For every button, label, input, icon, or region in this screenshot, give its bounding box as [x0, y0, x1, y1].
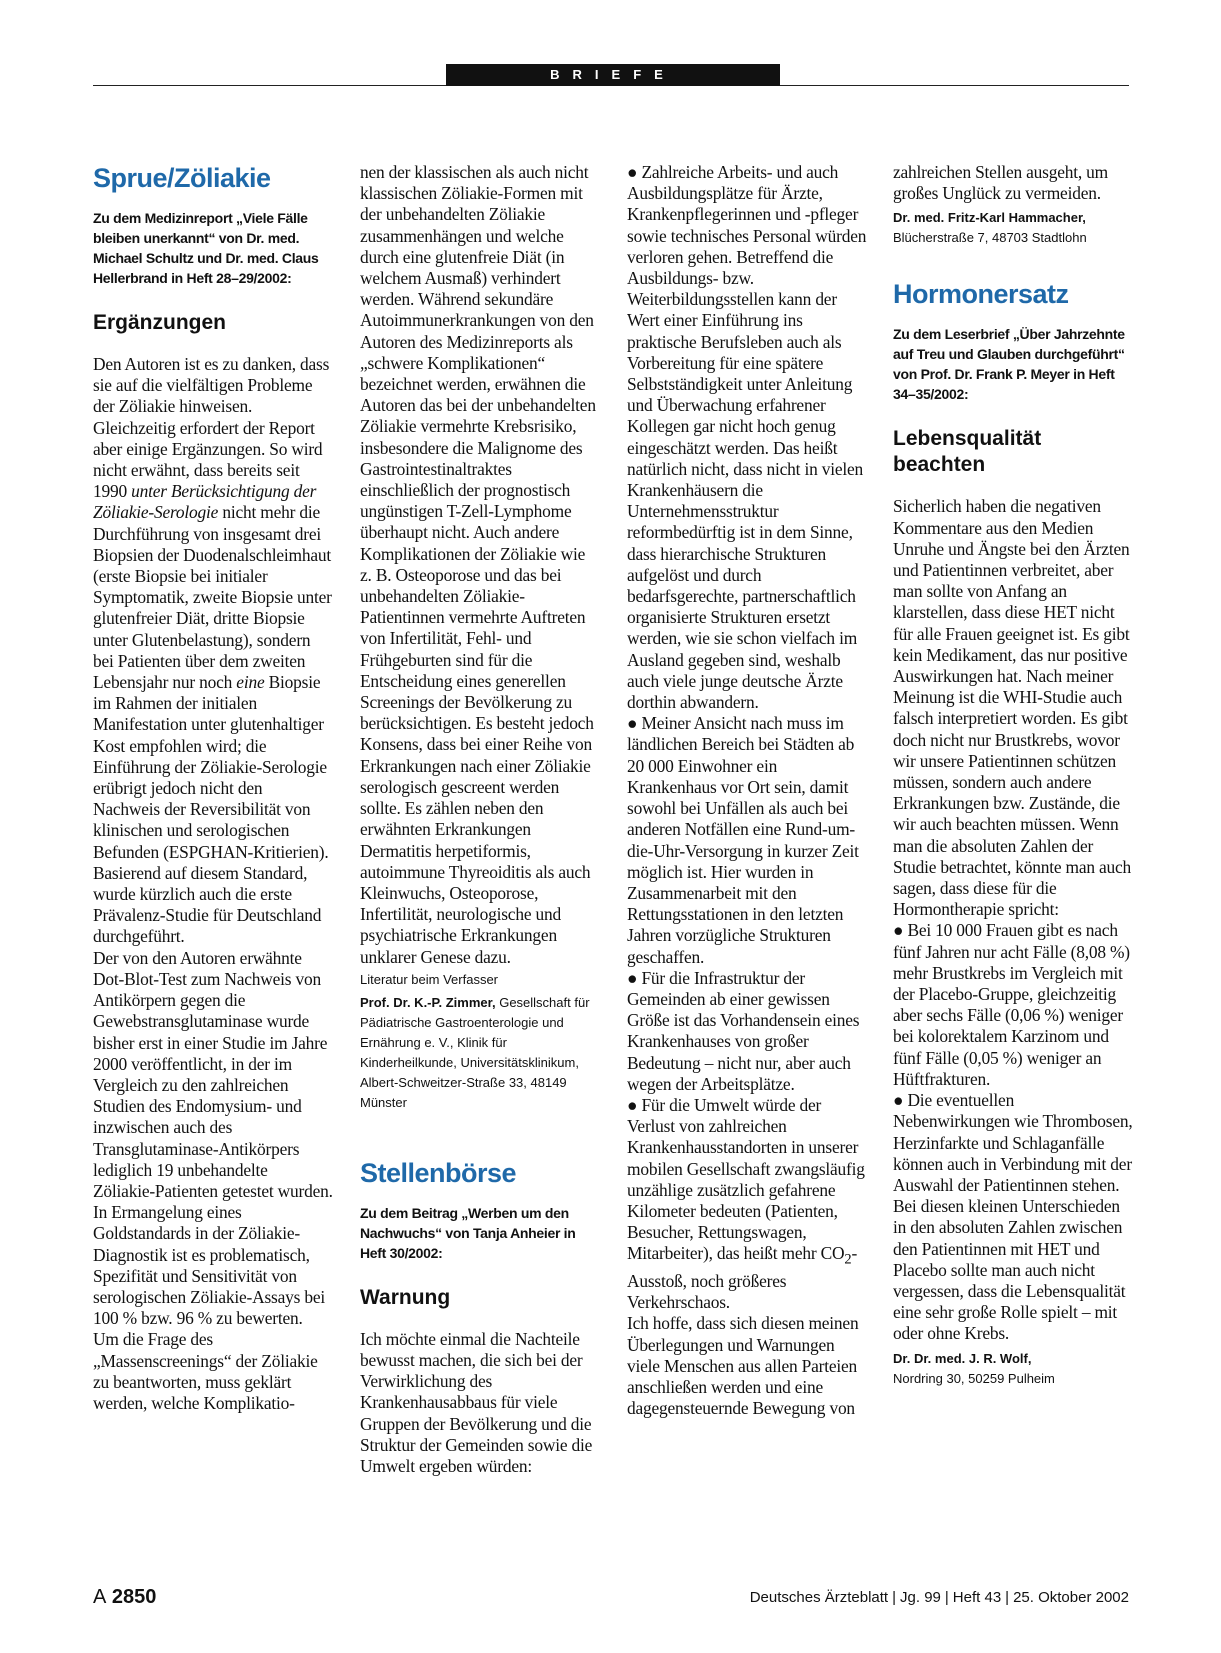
bullet-paragraph: ● Bei 10 000 Frauen gibt es nach fünf Jahren nur acht Fälle (8,08 %) mehr Brustkrebs im Vergleich mit der Placebo-Gruppe, gleichzeitig aber sechs Fälle (0,06 %) weniger bei kolorektalem Karzinom und fünf Fälle (0,05 %) weniger an Hüftfrakturen.: [893, 920, 1130, 1089]
body-paragraph: Ich hoffe, dass sich diesen meinen Überlegungen und Warnungen viele Menschen aus allen Parteien anschließen werden und eine dagegensteuernde Bewegung von: [627, 1313, 859, 1419]
column-3: [627, 162, 867, 1419]
column-2: [360, 162, 600, 1477]
article-subtitle: Lebensqualität beachten: [893, 427, 1042, 477]
literature-note: Literatur beim Verfasser: [360, 971, 499, 987]
body-paragraph: Den Autoren ist es zu danken, dass sie auf die vielfältigen Probleme der Zöliakie hinweisen. Gleichzeitig erfordert der Report aber einige Ergänzungen. So wird nicht erwähnt, dass bereits seit 1990 unter Berücksichtigung der Zöliakie-Serologie nicht mehr die Durchführung von insgesamt drei Biopsien der Duodenalschleimhaut (erste Biopsie bei initialer Symptomatik, zweite Biopsie unter glutenfreier Diät, dritte Biopsie unter Glutenbelastung), sondern bei Patienten über dem zweiten Lebensjahr nur noch eine Biopsie im Rahmen der initialen Manifestation unter glutenhaltiger Kost empfohlen wird; die Einführung der Zöliakie-Serologie erübrigt jedoch nicht den Nachweis der Reversibilität von klinischen und serologischen Befunden (ESPGHAN-Kritierien). Basierend auf diesem Standard, wurde kürzlich auch die erste Prävalenz-Studie für Deutschland durchgeführt.: [93, 354, 332, 947]
article-subtitle: Warnung: [360, 1285, 451, 1309]
body-paragraph: Ich möchte einmal die Nachteile bewusst machen, die sich bei der Verwirklichung des Krankenhausabbaus für viele Gruppen der Bevölkerung und die Struktur der Gemeinden sowie die Umwelt ergeben würden:: [360, 1328, 593, 1476]
article-reference: Zu dem Beitrag „Werben um den Nachwuchs“ von Tanja Anheier in Heft 30/2002:: [360, 1204, 576, 1261]
section-tab: BRIEFE: [446, 64, 780, 86]
bullet-paragraph: ● Die eventuellen Nebenwirkungen wie Thrombosen, Herzinfarkte und Schlaganfälle können auch in Verbindung mit der Auswahl der Patientinnen stehen.: [893, 1090, 1133, 1195]
bullet-paragraph: ● Meiner Ansicht nach muss im ländlichen Bereich bei Städten ab 20 000 Einwohner ein Krankenhaus vor Ort sein, damit sowohl bei Unfällen als auch bei anderen Notfällen eine Rund-um-die-Uhr-Versorgung in kurzer Zeit möglich ist. Hier wurden in Zusammenarbeit mit den Rettungsstationen in den letzten Jahren vorzügliche Strukturen geschaffen.: [627, 713, 859, 967]
body-paragraph: Bei diesen kleinen Unterschieden in den absoluten Zahlen zwischen den Patientinnen mit HET und Placebo sollte man auch nicht vergessen, dass die Lebensqualität eine sehr große Rolle spielt – mit oder ohne Krebs.: [893, 1196, 1126, 1344]
article-reference: Zu dem Leserbrief „Über Jahrzehnte auf Treu und Glauben durchgeführt“ von Prof. Dr. Frank P. Meyer in Heft 34–35/2002:: [893, 326, 1125, 403]
author-signature: Prof. Dr. K.-P. Zimmer, Gesellschaft für Pädiatrische Gastroenterologie und Ernährung e. V., Klinik für Kinderheilkunde, Universitätsklinikum, Albert-Schweitzer-Straße 33, 48149 Münster: [360, 994, 590, 1110]
column-1: [93, 162, 333, 1414]
column-4: [893, 162, 1133, 1389]
body-paragraph: zahlreichen Stellen ausgeht, um großes Unglück zu vermeiden.: [893, 162, 1108, 204]
article-reference: Zu dem Medizinreport „Viele Fälle bleiben unerkannt“ von Dr. med. Michael Schultz und Dr. med. Claus Hellerbrand in Heft 28–29/2002:: [93, 210, 319, 286]
article-subtitle: Ergänzungen: [93, 311, 227, 334]
body-paragraph: Der von den Autoren erwähnte Dot-Blot-Test zum Nachweis von Antikörpern gegen die Gewebstransglutaminase wurde bisher erst in einer Studie im Jahre 2000 veröffentlicht, in der im Vergleich zu den zahlreichen Studien des Endomysium- und inzwischen auch des Transglutaminase-Antikörpers lediglich 19 unbehandelte Zöliakie-Patienten getestet wurden. In Ermangelung eines Goldstandards in der Zöliakie-Diagnostik ist es problematisch, Spezifität und Sensitivität von serologischen Zöliakie-Assays bei 100 % bzw. 96 % zu bewerten.: [93, 947, 333, 1329]
body-paragraph: Sicherlich haben die negativen Kommentare aus den Medien Unruhe und Ängste bei den Ärzten und Patientinnen verbreitet, aber man sollte von Anfang an klarstellen, dass diese HET nicht für alle Frauen geeignet ist. Es gibt kein Medikament, das nur positive Auswirkungen hat. Nach meiner Meinung ist die WHI-Studie auch falsch interpretiert worden. Es gibt doch nicht nur Brustkrebs, wovor wir unsere Patientinnen schützen müssen, sondern auch andere Erkrankungen bzw. Zustände, die wir auch beachten müssen. Wenn man die absoluten Zahlen der Studie betrachtet, könnte man auch sagen, dass diese für die Hormontherapie spricht:: [893, 496, 1132, 920]
author-signature: Dr. med. Fritz-Karl Hammacher, Blücherstraße 7, 48703 Stadtlohn: [893, 210, 1087, 246]
article-title-stellenboerse: Stellenbörse: [360, 1157, 517, 1188]
footer-citation: Deutsches Ärzteblatt | Jg. 99 | Heft 43 | 25. Oktober 2002: [749, 1589, 1129, 1606]
bullet-paragraph: ● Für die Umwelt würde der Verlust von zahlreichen Krankenhausstandorten in unserer mobilen Gesellschaft zwangsläufig unzählige zusätzlich gefahrene Kilometer bedeuten (Patienten, Besucher, Rettungswagen, Mitarbeiter), das heißt mehr $CO_2$-Ausstoß, noch größeres Verkehrschaos.: [627, 1094, 865, 1313]
author-signature: Dr. Dr. med. J. R. Wolf, Nordring 30, 50259 Pulheim: [893, 1350, 1055, 1386]
article-title-hormonersatz: Hormonersatz: [893, 279, 1069, 310]
bullet-paragraph: ● Zahlreiche Arbeits- und auch Ausbildungsplätze für Ärzte, Krankenpflegerinnen und -pfleger sowie technisches Personal würden verloren gehen. Betreffend die Ausbildungs- bzw. Weiterbildungsstellen kann der Wert einer Einführung ins praktische Berufsleben auch als Vorbereitung für eine spätere Selbstständigkeit unter Anleitung und Überwachung erfahrener Kollegen gar nicht hoch genug eingeschätzt werden. Das heißt natürlich nicht, dass nicht in vielen Krankenhäusern die Unternehmensstruktur reformbedürftig ist in dem Sinne, dass hierarchische Strukturen aufgelöst und durch bedarfsgerechte, partnerschaftlich organisierte Strukturen ersetzt werden, wie sie schon vielfach im Ausland gegeben sind, weshalb auch viele junge deutsche Ärzte dorthin abwandern.: [627, 162, 867, 713]
page-number: A 2850: [93, 1586, 157, 1608]
body-paragraph: Um die Frage des „Massenscreenings“ der Zöliakie zu beantworten, muss geklärt werden, welche Komplikatio-: [93, 1329, 318, 1413]
article-title-sprue: Sprue/Zöliakie: [93, 163, 271, 193]
body-paragraph: nen der klassischen als auch nicht klassischen Zöliakie-Formen mit der unbehandelten Zöliakie zusammenhängen und welche durch eine glutenfreie Diät (in welchem Ausmaß) verhindert werden. Während sekundäre Autoimmunerkrankungen von den Autoren des Medizinreports als „schwere Komplikationen“ bezeichnet werden, erwähnen die Autoren das bei der unbehandelten Zöliakie vermehrte Krebsrisiko, insbesondere die Malignome des Gastrointestinaltraktes einschließlich der prognostisch ungünstigen T-Zell-Lymphome überhaupt nicht. Auch andere Komplikationen der Zöliakie wie z. B. Osteoporose und das bei unbehandelten Zöliakie-Patientinnen vermehrte Auftreten von Infertilität, Fehl- und Frühgeburten sind für die Entscheidung eines generellen Screenings der Bevölkerung zu berücksichtigen. Es besteht jedoch Konsens, dass bei einer Reihe von Erkrankungen nach einer Zöliakie serologisch gescreent werden sollte. Es zählen neben den erwähnten Erkrankungen Dermatitis herpetiformis, autoimmune Thyreoiditis als auch Kleinwuchs, Osteoporose, Infertilität, neurologische und psychiatrische Erkrankungen unklarer Genese dazu.: [360, 162, 596, 967]
bullet-paragraph: ● Für die Infrastruktur der Gemeinden ab einer gewissen Größe ist das Vorhandensein eines Krankenhauses von großer Bedeutung – nicht nur, aber auch wegen der Arbeitsplätze.: [627, 967, 860, 1094]
